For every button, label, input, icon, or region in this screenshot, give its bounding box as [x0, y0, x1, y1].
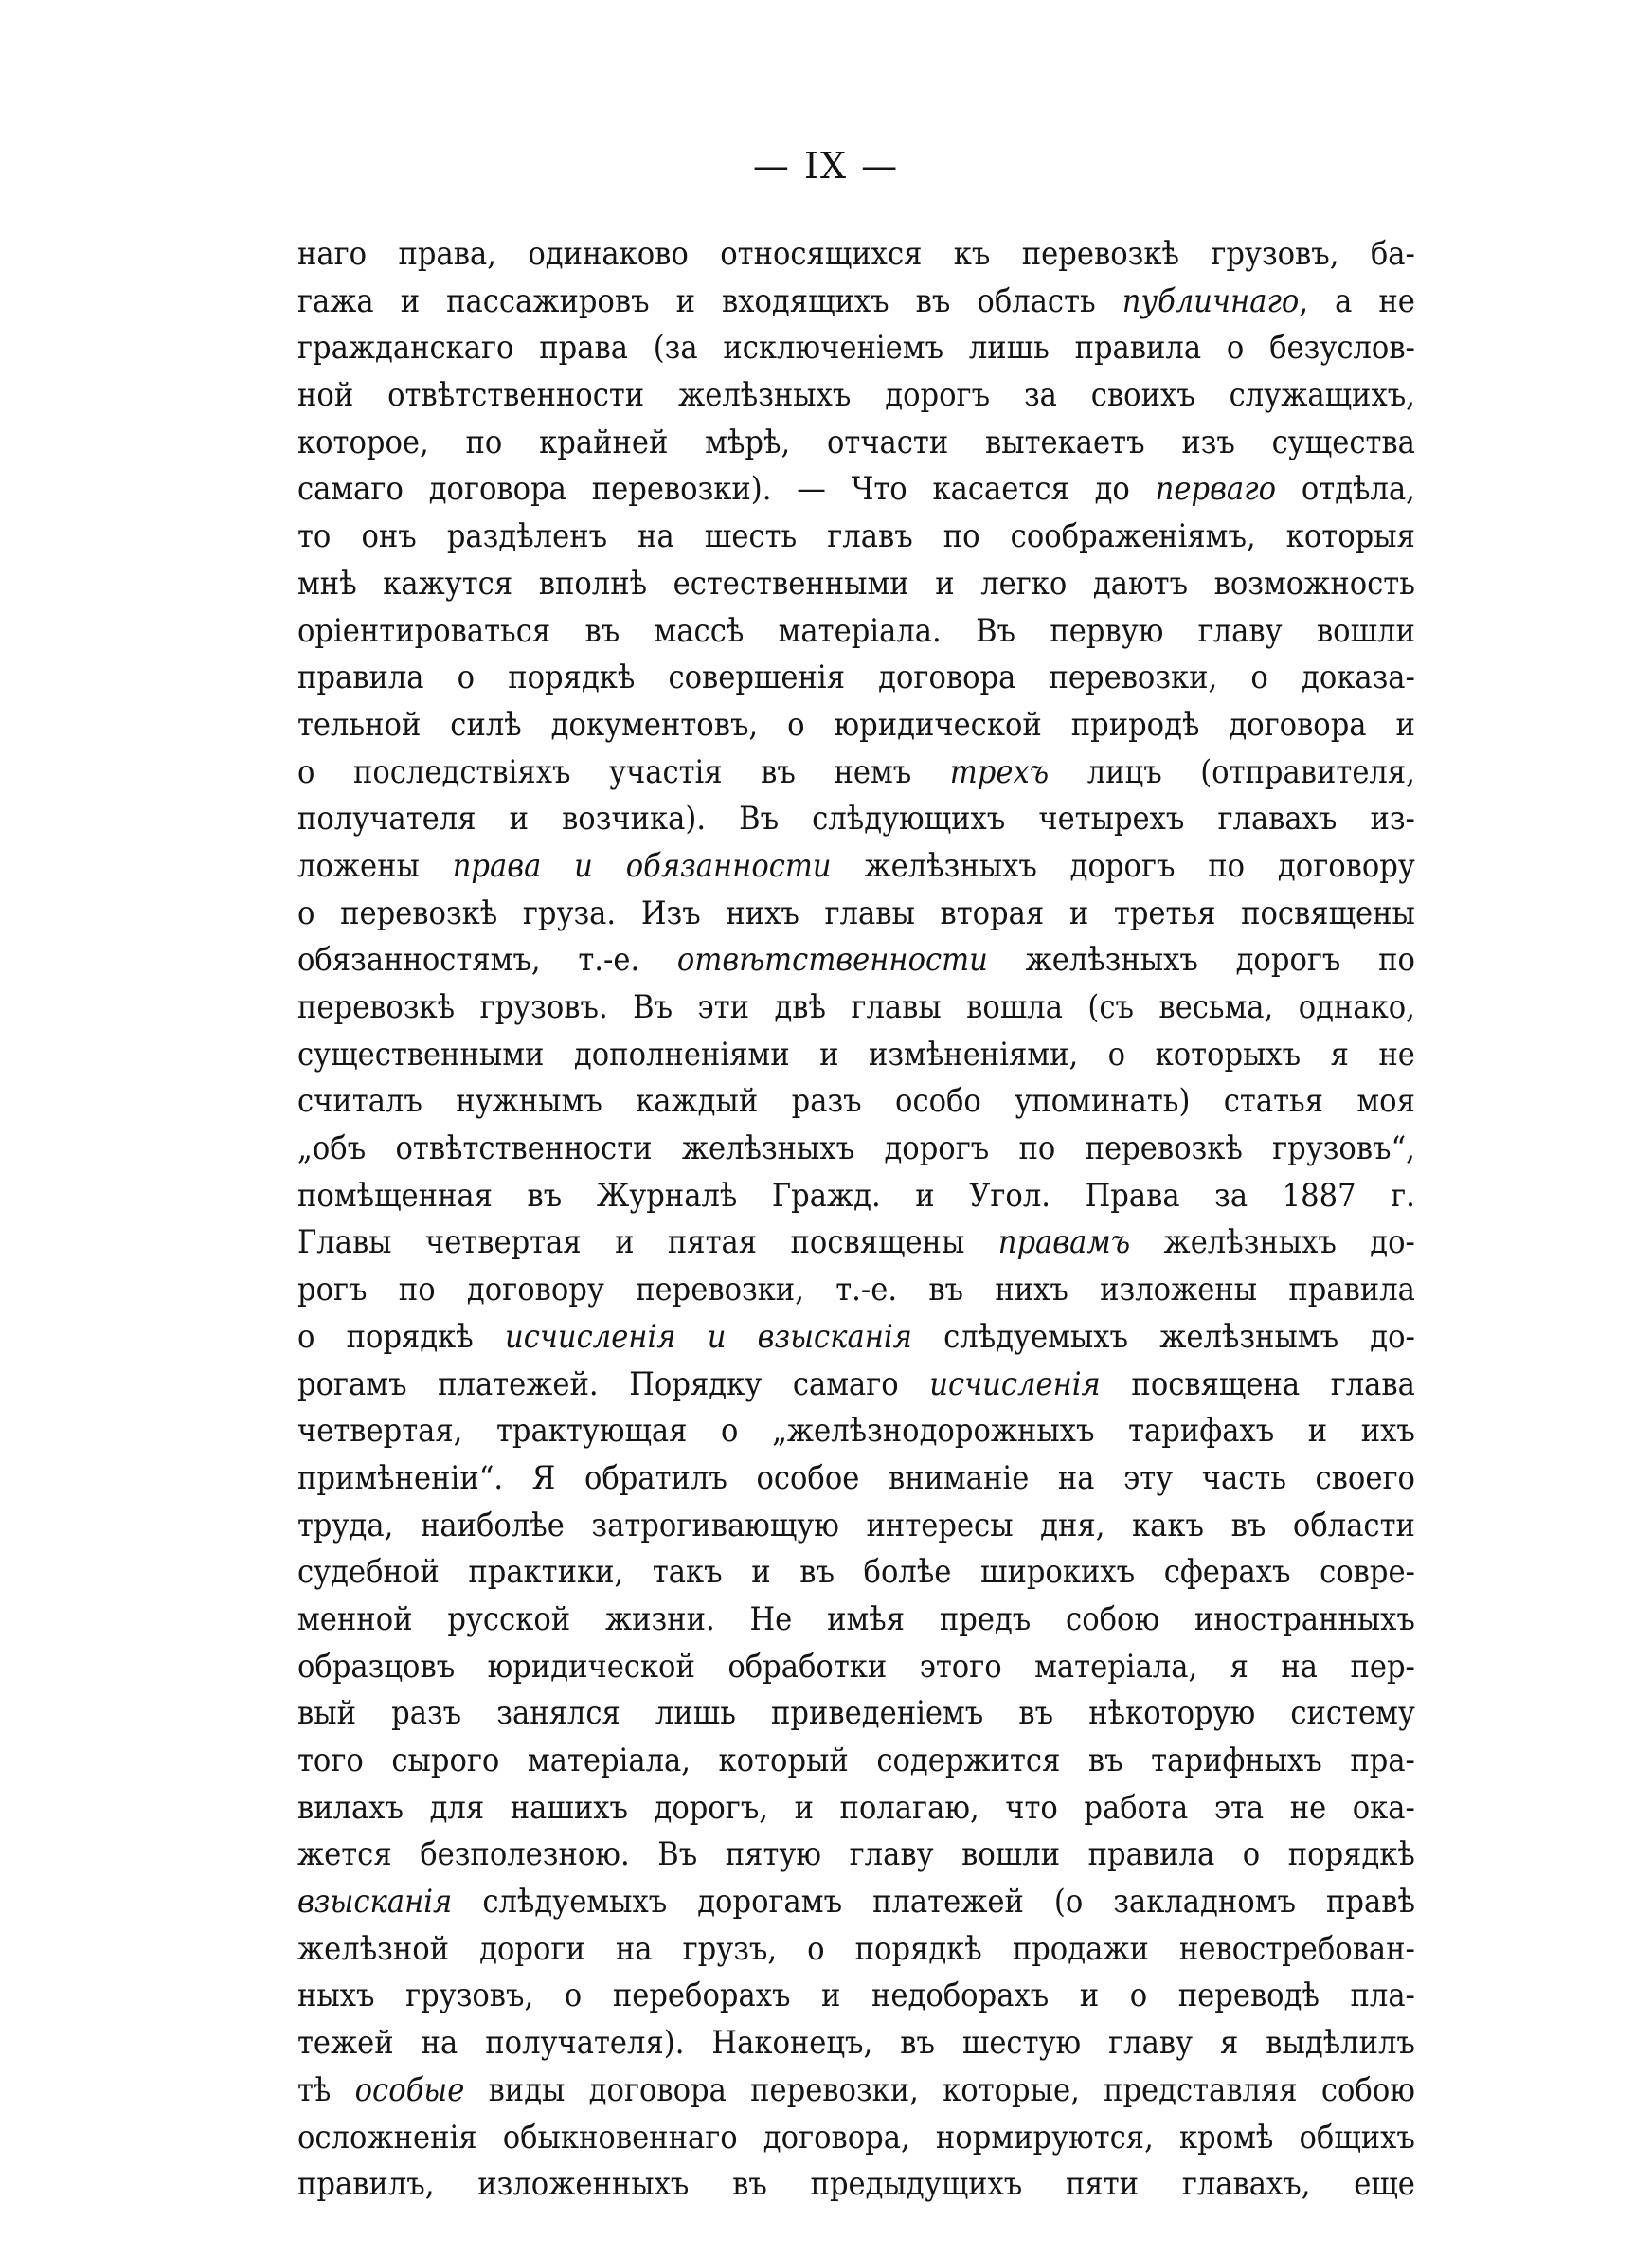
text-run: наго права, одинаково относящихся къ перевозкѣ грузовъ, ба-	[297, 235, 1415, 273]
text-line	[297, 1078, 1415, 1126]
text-line	[297, 420, 1415, 467]
text-run: слѣдуемыхъ дорогамъ платежей (о закладномъ правѣ	[452, 1883, 1415, 1922]
emphasized-text: исчисленія и взысканія	[504, 1317, 912, 1356]
text-line	[297, 655, 1415, 702]
emphasized-text: особые	[354, 2070, 465, 2109]
text-run: , а не	[1299, 281, 1415, 320]
text-line	[297, 1503, 1415, 1550]
text-line	[297, 1973, 1415, 2020]
text-line	[297, 1126, 1415, 1173]
text-line	[297, 2020, 1415, 2067]
text-line	[297, 702, 1415, 749]
text-line	[297, 1455, 1415, 1503]
text-line	[297, 1644, 1415, 1691]
text-line	[297, 561, 1415, 608]
text-line	[297, 796, 1415, 843]
text-run: мнѣ кажутся вполнѣ естественными и легко даютъ возможность	[297, 564, 1415, 603]
text-run: лицъ (отправителя,	[1049, 752, 1415, 791]
text-run: тѣ	[297, 2070, 355, 2109]
emphasized-text: исчисленія	[929, 1364, 1101, 1403]
text-run: четвертая, трактующая о „желѣзнодорожныхъ тарифахъ и ихъ	[297, 1412, 1415, 1451]
text-line	[297, 1219, 1415, 1267]
text-run: самаго договора перевозки). — Что касается до	[297, 470, 1156, 509]
text-line	[297, 1832, 1415, 1879]
text-run: рогъ по договору перевозки, т.-е. въ нихъ изложены правила	[297, 1271, 1415, 1309]
text-run: „объ отвѣтственности желѣзныхъ дорогъ по перевозкѣ грузовъ“,	[297, 1129, 1415, 1168]
text-run: посвящена глава	[1100, 1364, 1415, 1403]
text-run: правила о порядкѣ совершенія договора перевозки, о доказа-	[297, 659, 1415, 697]
text-run: то онъ раздѣленъ на шесть главъ по соображеніямъ, которыя	[297, 517, 1415, 556]
emphasized-text: взысканія	[297, 1883, 453, 1922]
emphasized-text: публичнаго	[1122, 281, 1300, 320]
text-run: помѣщенная въ Журналѣ Гражд. и Угол. Права за 1887 г.	[297, 1176, 1415, 1215]
text-run: существенными дополненіями и измѣненіями, о которыхъ я не	[297, 1035, 1415, 1074]
text-line	[297, 514, 1415, 561]
text-line	[297, 937, 1415, 984]
text-line	[297, 984, 1415, 1032]
text-line	[297, 325, 1415, 372]
text-run: правилъ, изложенныхъ въ предыдущихъ пяти главахъ, еще	[297, 2165, 1415, 2204]
text-run: гажа и пассажировъ и входящихъ въ область	[297, 281, 1122, 320]
text-line	[297, 1879, 1415, 1926]
text-run: желѣзныхъ до-	[1130, 1223, 1415, 1262]
text-line	[297, 1738, 1415, 1785]
text-line	[297, 1032, 1415, 1079]
text-run: отдѣла,	[1276, 470, 1415, 509]
text-run: ной отвѣтственности желѣзныхъ дорогъ за своихъ служащихъ,	[297, 376, 1415, 415]
text-run: тежей на получателя). Наконецъ, въ шестую главу я выдѣлилъ	[297, 2024, 1415, 2063]
text-line	[297, 231, 1415, 279]
text-run: вилахъ для нашихъ дорогъ, и полагаю, что работа эта не ока-	[297, 1788, 1415, 1827]
emphasized-text: трехъ	[949, 752, 1050, 791]
text-line	[297, 891, 1415, 938]
text-line	[297, 279, 1415, 326]
text-run: ложены	[297, 846, 453, 885]
text-line	[297, 2115, 1415, 2162]
emphasized-text: перваго	[1155, 470, 1277, 509]
text-run: о последствіяхъ участія въ немъ	[297, 752, 950, 791]
text-run: рогамъ платежей. Порядку самаго	[297, 1364, 930, 1403]
text-run: жется безполезною. Въ пятую главу вошли правила о порядкѣ	[297, 1835, 1415, 1874]
text-line	[297, 1785, 1415, 1833]
text-line	[297, 466, 1415, 514]
text-line	[297, 843, 1415, 891]
text-run: того сырого матеріала, который содержится въ тарифныхъ пра-	[297, 1742, 1415, 1779]
text-line	[297, 749, 1415, 797]
text-run: желѣзныхъ дорогъ по	[987, 941, 1415, 980]
text-run: желѣзныхъ дорогъ по договору	[831, 846, 1415, 885]
body-text	[297, 231, 1415, 2209]
text-run: судебной практики, такъ и въ болѣе широкихъ сферахъ совре-	[297, 1553, 1415, 1592]
text-line	[297, 1926, 1415, 1974]
emphasized-text: отвѣтственности	[676, 941, 988, 980]
emphasized-text: права и обязанности	[452, 846, 832, 885]
text-run: обязанностямъ, т.-е.	[297, 941, 677, 980]
text-run: гражданскаго права (за исключеніемъ лишь правила о безуслов-	[297, 329, 1415, 368]
text-line	[297, 2161, 1415, 2209]
page-number: — IX —	[752, 145, 900, 187]
text-line	[297, 2067, 1415, 2115]
text-run: о перевозкѣ груза. Изъ нихъ главы вторая и третья посвящены	[297, 894, 1415, 932]
text-line	[297, 1173, 1415, 1220]
text-run: примѣненіи“. Я обратилъ особое вниманіе на эту часть своего	[297, 1458, 1415, 1497]
text-run: оріентироваться въ массѣ матеріала. Въ первую главу вошли	[297, 611, 1415, 650]
text-run: считалъ нужнымъ каждый разъ особо упоминать) статья моя	[297, 1082, 1415, 1121]
text-run: перевозкѣ грузовъ. Въ эти двѣ главы вошла (съ весьма, однако,	[297, 988, 1415, 1026]
text-line	[297, 608, 1415, 656]
text-line	[297, 1362, 1415, 1409]
text-line	[297, 1549, 1415, 1597]
text-run: желѣзной дороги на грузъ, о порядкѣ продажи невостребован-	[297, 1929, 1415, 1968]
text-run: получателя и возчика). Въ слѣдующихъ четырехъ главахъ из-	[297, 800, 1415, 839]
text-run: вый разъ занялся лишь приведеніемъ въ нѣкоторую систему	[297, 1694, 1415, 1733]
text-line	[297, 1597, 1415, 1644]
text-run: о порядкѣ	[297, 1317, 505, 1356]
text-line	[297, 1690, 1415, 1738]
text-run: слѣдуемыхъ желѣзнымъ до-	[911, 1317, 1415, 1356]
text-run: виды договора перевозки, которые, представляя собою	[464, 2070, 1415, 2109]
text-run: которое, по крайней мѣрѣ, отчасти вытекаетъ изъ существа	[297, 423, 1415, 461]
text-line	[297, 1408, 1415, 1455]
text-line	[297, 1314, 1415, 1362]
text-line	[297, 1267, 1415, 1314]
text-run: труда, наиболѣе затрогивающую интересы дня, какъ въ области	[297, 1506, 1415, 1544]
text-line	[297, 372, 1415, 420]
text-run: осложненія обыкновеннаго договора, нормируются, кромѣ общихъ	[297, 2118, 1415, 2157]
text-run: Главы четвертая и пятая посвящены	[297, 1223, 998, 1262]
text-run: образцовъ юридической обработки этого матеріала, я на пер-	[297, 1647, 1415, 1686]
text-run: тельной силѣ документовъ, о юридической природѣ договора и	[297, 705, 1415, 744]
text-run: менной русской жизни. Не имѣя предъ собою иностранныхъ	[297, 1599, 1415, 1638]
text-run: ныхъ грузовъ, о переборахъ и недоборахъ и о переводѣ пла-	[297, 1977, 1415, 2015]
emphasized-text: правамъ	[997, 1223, 1131, 1262]
